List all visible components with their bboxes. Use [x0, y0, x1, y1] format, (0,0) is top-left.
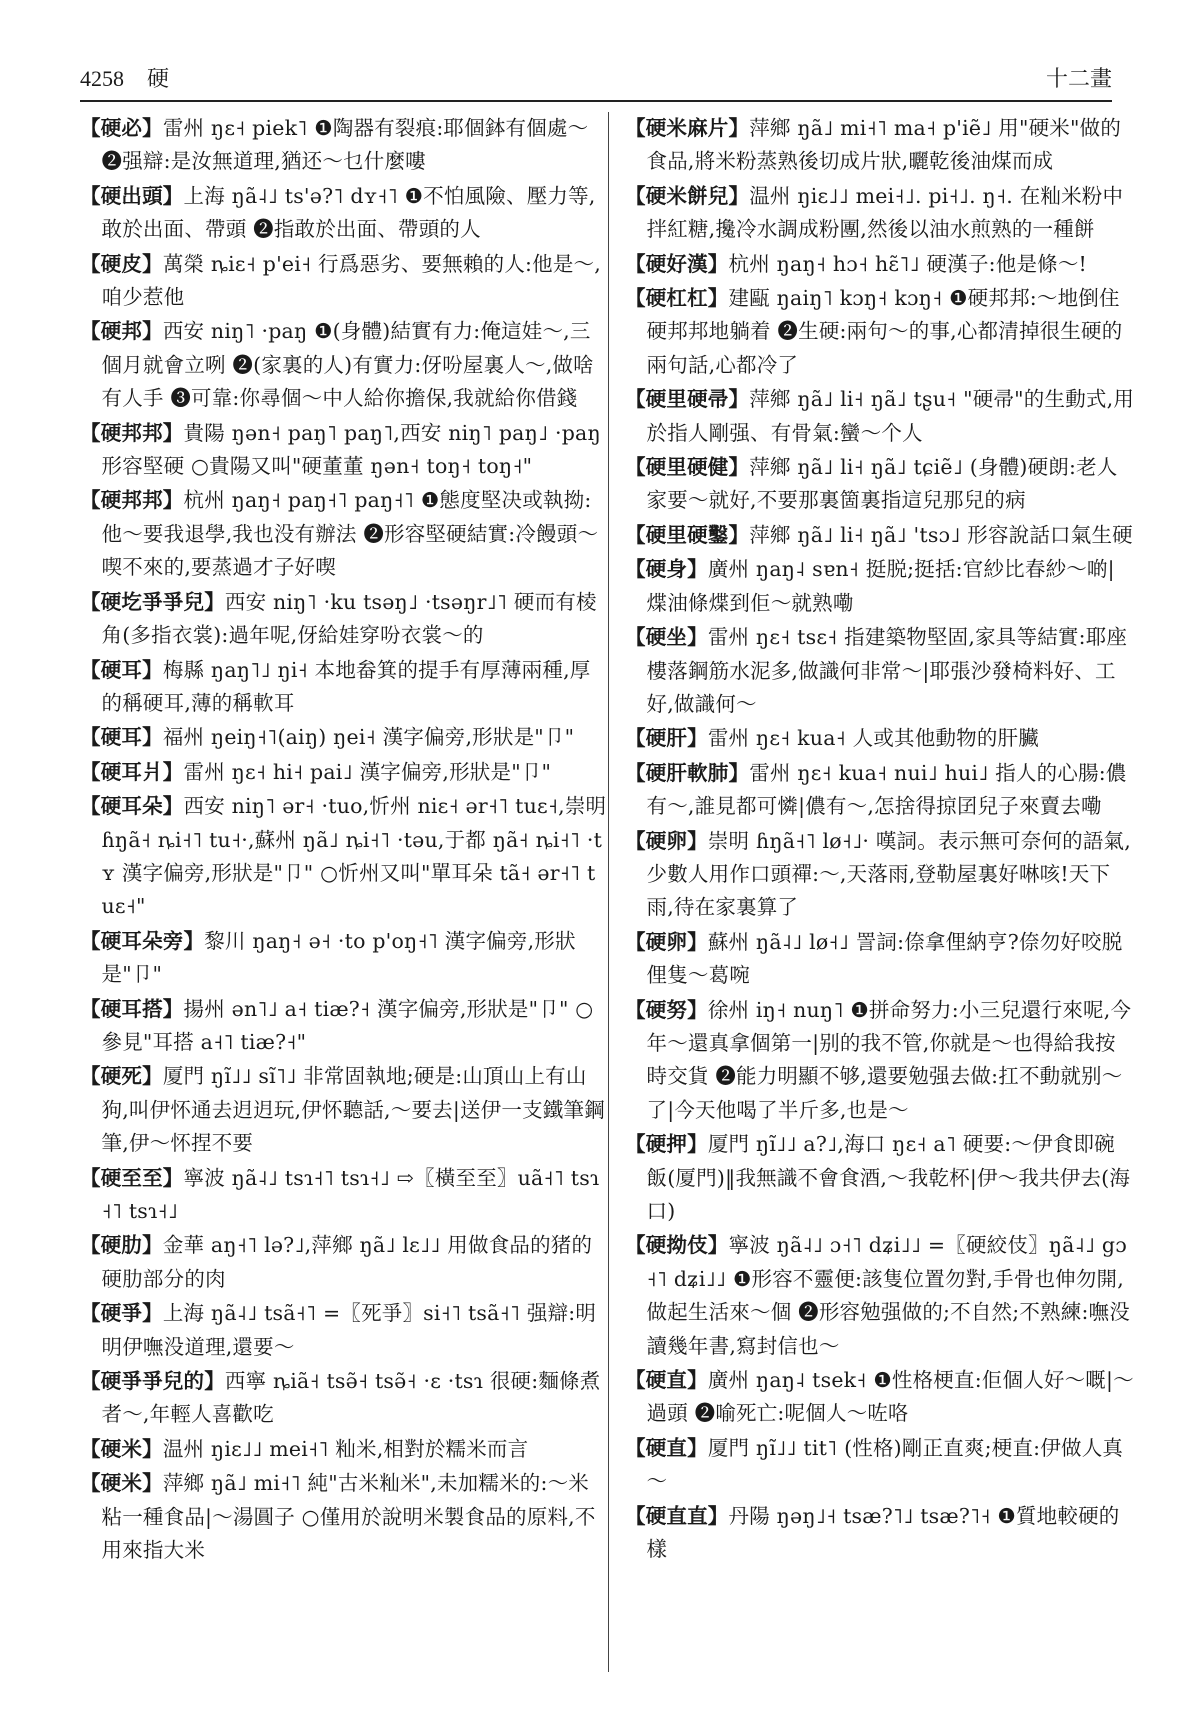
entry-definition: 廣州 ŋaŋ˨ tsek˧ ❶性格梗直:佢個人好～嘅|～過頭 ❷喻死亡:呢個人～咗咯: [646, 1368, 1134, 1426]
entry-headword: 【硬耳朵】: [80, 794, 184, 819]
page-header: [80, 58, 1112, 100]
dictionary-entry: [80, 654, 608, 721]
entry-definition: 萬榮 ȵiɛ˧ p'ei˧ 行爲惡劣、要無賴的人:他是～,咱少惹他: [101, 251, 601, 310]
entry-definition: 貴陽 ŋən˧ paŋ˥ paŋ˥,西安 niŋ˥ paŋ˩ ·paŋ 形容堅硬 ○貴陽又叫"硬董董 ŋən˧ toŋ˧ toŋ˧": [101, 420, 601, 479]
dictionary-entry: [625, 722, 1135, 755]
entry-definition: 温州 ŋiɛ˩˩ mei˧˥ 籼米,相對於糯米而言: [162, 1436, 529, 1461]
entry-headword: 【硬必】: [80, 116, 163, 140]
entry-headword: 【硬卵】: [625, 929, 708, 954]
dictionary-entry: [80, 586, 608, 653]
entry-definition: 雷州 ŋɛ˧ piek˥ ❶陶器有裂痕:耶個鉢有個處～ ❷强辯:是汝無道理,猶还～乜什麼嘍: [101, 116, 589, 174]
entry-definition: 徐州 iŋ˧ nuŋ˥ ❶拼命努力:小三兒還行來呢,今年～還真拿個第一|别的我不管,你就是～也得給我按時交貨 ❷能力明顯不够,還要勉强去做:扛不動就别～了|今天他喝了半斤多,也是～: [646, 997, 1132, 1122]
entry-headword: 【硬出頭】: [80, 183, 184, 208]
entry-headword: 【硬耳】: [80, 725, 163, 750]
entry-headword: 【硬米】: [80, 1436, 163, 1461]
entry-headword: 【硬肋】: [80, 1233, 163, 1258]
entry-definition: 西寧 ȵiã˧ tsə̃˧ tsə̃˧ ·ɛ ·tsɿ 很硬:麵條煮者～,年輕人喜歡吃: [101, 1369, 601, 1427]
entry-definition: 廣州 ŋaŋ˨ sɐn˧ 挺脱;挺括:官紗比春紗～啲|煠油條煠到佢～就熟嘞: [646, 557, 1115, 615]
dictionary-entry: [80, 180, 608, 247]
entry-headword: 【硬拗伎】: [625, 1233, 729, 1258]
entry-headword: 【硬里硬帚】: [625, 387, 750, 412]
dictionary-entry: [80, 417, 608, 484]
entry-headword: 【硬里硬鑿】: [625, 522, 750, 547]
entry-definition: 上海 ŋã˨˩ tsã˧˥ =〖死爭〗si˧˥ tsã˧˥ 强辯:明明伊嘸没道理,還要～: [101, 1301, 597, 1359]
entry-definition: 萍鄉 ŋã˩ li˧ ŋã˩ tɕiẽ˩ (身體)硬朗:老人家要～就好,不要那裏箇裏指這兒那兒的病: [646, 455, 1118, 513]
entry-headword: 【硬米】: [80, 1471, 163, 1496]
entry-definition: 梅縣 ŋaŋ˥˩ ŋi˧ 本地畚箕的提手有厚薄兩種,厚的稱硬耳,薄的稱軟耳: [101, 657, 591, 715]
dictionary-entry: [80, 1467, 608, 1567]
dictionary-entry: [625, 248, 1135, 281]
stroke-count-label: 十二畫: [1045, 67, 1112, 92]
entry-definition: 蘇州 ŋã˨˩ lø˧˩ 詈詞:倷拿俚納亨?倷勿好咬脱俚隻～葛啘: [646, 929, 1123, 988]
entry-headword: 【硬至至】: [80, 1165, 184, 1190]
entry-headword: 【硬死】: [80, 1064, 163, 1089]
entry-headword: 【硬圪爭爭兒】: [80, 589, 225, 614]
dictionary-entry: [80, 1162, 608, 1229]
entry-definition: 西安 niŋ˥ ər˧ ·tuo,忻州 niɛ˧ ər˧˥ tuɛ˧,崇明 ɦŋã˧ ȵi˧˥ tu˧·,蘇州 ŋã˩ ȵi˧˥ ·təu,于都 ŋã˧ ȵi˧˥ ·tʏ 漢字偏旁,形狀是"卩" ○忻州又叫"單耳朵 tã˧ ər˧˥ tuɛ˧": [101, 794, 607, 919]
header-rule: [80, 100, 1112, 102]
left-column: [80, 112, 608, 1672]
dictionary-entry: [80, 248, 608, 315]
dictionary-entry: [80, 112, 608, 179]
entry-headword: 【硬直】: [625, 1435, 708, 1460]
dictionary-entry: [625, 383, 1135, 450]
dictionary-entry: [80, 790, 608, 924]
entry-headword: 【硬好漢】: [625, 251, 729, 276]
entry-definition: 雷州 ŋɛ˧ kua˧ nui˩ hui˩ 指人的心腸:儂有～,誰見都可憐|儂有～,怎捨得掠囝兒子來賣去嘞: [646, 760, 1127, 819]
entry-definition: 揚州 ən˥˩ a˧ tiæ?˧ 漢字偏旁,形狀是"卩" ○參見"耳搭 a˧˥ tiæ?˧": [101, 996, 594, 1054]
entry-definition: 萍鄉 ŋã˩ li˧ ŋã˩ 'tsɔ˩ 形容說話口氣生硬: [749, 522, 1133, 547]
entry-definition: 厦門 ŋĩ˩˩ tit˥ (性格)剛正直爽;梗直:伊做人真～: [646, 1435, 1124, 1494]
entry-headword: 【硬邦】: [80, 319, 163, 344]
dictionary-entry: [625, 621, 1135, 721]
dictionary-entry: [625, 519, 1135, 552]
dictionary-entry: [80, 1365, 608, 1432]
dictionary-entry: [80, 993, 608, 1060]
entry-definition: 丹陽 ŋəŋ˩˧ tsæ?˥˩ tsæ?˥˧ ❶質地較硬的樣: [646, 1503, 1120, 1562]
entry-definition: 黎川 ŋaŋ˧ ə˧ ·to p'oŋ˧˥ 漢字偏旁,形狀是"卩": [101, 928, 576, 987]
dictionary-entry: [80, 721, 608, 754]
entry-headword: 【硬米麻片】: [625, 116, 750, 140]
entry-headword: 【硬直直】: [625, 1503, 729, 1528]
entry-definition: 福州 ŋeiŋ˧˥(aiŋ) ŋei˧ 漢字偏旁,形狀是"卩": [162, 725, 575, 750]
entry-headword: 【硬米餅兒】: [625, 183, 750, 208]
head-character: 硬: [147, 67, 170, 92]
right-column: [608, 112, 1135, 1672]
entry-headword: 【硬邦邦】: [80, 488, 184, 513]
entry-definition: 建甌 ŋaiŋ˥ kɔŋ˧ kɔŋ˧ ❶硬邦邦:～地倒住硬邦邦地躺着 ❷生硬:兩句～的事,心都清掉很生硬的兩句話,心都冷了: [646, 286, 1123, 377]
dictionary-entry: [625, 1128, 1135, 1228]
entry-definition: 萍鄉 ŋã˩ mi˧˥ 純"古米籼米",未加糯米的:～米粘一種食品|～湯圓子 ○僅用於說明米製食品的原料,不用來指大米: [101, 1471, 596, 1563]
dictionary-entry: [80, 1297, 608, 1364]
entry-headword: 【硬肝】: [625, 726, 708, 751]
dictionary-entry: [80, 1433, 608, 1466]
entry-headword: 【硬耳爿】: [80, 759, 184, 784]
dictionary-entry: [625, 1364, 1135, 1431]
dictionary-entry: [625, 1432, 1135, 1499]
entry-definition: 西安 niŋ˥ ·paŋ ❶(身體)結實有力:俺這娃～,三個月就會立咧 ❷(家裏的人)有實力:伢吩屋裏人～,做啥有人手 ❸可靠:你尋個～中人給你擔保,我就給你借錢: [101, 319, 594, 411]
dictionary-entry: [80, 315, 608, 415]
dictionary-entry: [625, 825, 1135, 925]
entry-headword: 【硬皮】: [80, 251, 163, 276]
entry-headword: 【硬努】: [625, 997, 708, 1022]
entry-definition: 寧波 ŋã˨˩ tsɿ˧˥ tsɿ˧˩ ⇨〖橫至至〗uã˧˥ tsɿ˧˥ tsɿ˧˩: [101, 1165, 600, 1223]
entry-definition: 西安 niŋ˥ ·ku tsəŋ˩ ·tsəŋr˩˥ 硬而有棱角(多指衣裳):過年呢,伢給娃穿吩衣裳～的: [101, 589, 597, 648]
entry-definition: 厦門 ŋĩ˩˩ a?˩,海口 ŋɛ˧ a˥ 硬要:～伊食即碗飯(厦門)‖我無識不會食酒,～我乾杯|伊～我共伊去(海口): [646, 1132, 1131, 1223]
dictionary-entry: [625, 994, 1135, 1128]
dictionary-entry: [625, 1500, 1135, 1567]
dictionary-entry: [625, 1229, 1135, 1363]
dictionary-entry: [80, 1060, 608, 1160]
dictionary-entry: [625, 553, 1135, 620]
entry-headword: 【硬耳搭】: [80, 996, 184, 1021]
entry-definition: 厦門 ŋĩ˩˩ sĩ˥˩ 非常固執地;硬是:山頂山上有山狗,叫伊怀通去迌迌玩,伊怀聽話,～要去|送伊一支鐵筆鋼筆,伊～怀捏不要: [101, 1064, 605, 1156]
dictionary-entry: [80, 756, 608, 789]
entry-definition: 雷州 ŋɛ˧ hi˧ pai˩ 漢字偏旁,形狀是"卩": [183, 759, 552, 784]
entry-headword: 【硬爭爭兒的】: [80, 1369, 225, 1394]
entry-headword: 【硬耳】: [80, 657, 163, 682]
header-left: [80, 62, 169, 93]
dictionary-entry: [80, 925, 608, 992]
entry-definition: 寧波 ŋã˨˩ ɔ˧˥ dʑi˩˩ =〖硬絞伎〗ŋã˨˩ gɔ˧˥ dʑi˩˩ ❶形容不靈便:該隻位置勿對,手骨也伸勿開,做起生活來～個 ❷形容勉强做的;不自然;不熟練:嘸没讀幾年書,寫封信也～: [646, 1233, 1130, 1358]
entry-definition: 上海 ŋã˨˩ ts'ə?˥ dʏ˧˥ ❶不怕風險、壓力等,敢於出面、帶頭 ❷指敢於出面、帶頭的人: [101, 183, 596, 242]
entry-headword: 【硬卵】: [625, 828, 708, 853]
dictionary-entry: [625, 112, 1135, 179]
entry-definition: 雷州 ŋɛ˧ kua˧ 人或其他動物的肝臟: [707, 726, 1039, 751]
entry-definition: 萍鄉 ŋã˩ li˧ ŋã˩ tʂu˧ "硬帚"的生動式,用於指人剛强、有骨氣:蠻～个人: [646, 387, 1135, 445]
dictionary-entry: [625, 757, 1135, 824]
entry-headword: 【硬身】: [625, 557, 708, 582]
entry-definition: 金華 aŋ˧˥ lə?˩,萍鄉 ŋã˩ lɛ˩˩ 用做食品的猪的硬肋部分的肉: [101, 1233, 593, 1291]
entry-headword: 【硬押】: [625, 1132, 708, 1157]
entry-definition: 崇明 ɦŋã˧˥ lø˧˩· 嘆詞。表示無可奈何的語氣,少數人用作口頭禪:～,天落雨,登勒屋裏好啉咳!天下雨,待在家裏算了: [646, 828, 1131, 920]
dictionary-entry: [625, 451, 1135, 518]
entry-headword: 【硬杠杠】: [625, 286, 729, 311]
entry-definition: 杭州 ŋaŋ˧ hɔ˧ hɛ̃˥˩ 硬漢子:他是條～!: [728, 251, 1087, 276]
entry-headword: 【硬坐】: [625, 625, 708, 650]
entry-definition: 杭州 ŋaŋ˧ paŋ˧˥ paŋ˧˥ ❶態度堅决或執拗:他～要我退學,我也没有辦法 ❷形容堅硬結實:冷饅頭～喫不來的,要蒸過才子好喫: [101, 488, 599, 580]
page-number: 4258: [80, 66, 124, 91]
entry-definition: 雷州 ŋɛ˧ tsɛ˧ 指建築物堅固,家具等結實:耶座樓落鋼筋水泥多,做識何非常～|耶張沙發椅料好、工好,做識何～: [646, 625, 1128, 716]
entry-headword: 【硬肝軟肺】: [625, 760, 750, 785]
entry-headword: 【硬耳朵旁】: [80, 928, 205, 953]
entry-headword: 【硬直】: [625, 1368, 708, 1393]
entry-definition: 萍鄉 ŋã˩ mi˧˥ ma˧ p'iẽ˩ 用"硬米"做的食品,將米粉蒸熟後切成片狀,曬乾後油煤而成: [646, 116, 1122, 174]
entry-headword: 【硬里硬健】: [625, 455, 750, 480]
entry-headword: 【硬爭】: [80, 1301, 163, 1326]
entry-definition: 温州 ŋiɛ˩˩ mei˧˩. pi˧˩. ŋ˧. 在籼米粉中拌紅糖,攙冷水調成粉團,然後以油水煎熟的一種餅: [646, 183, 1124, 242]
dictionary-entry: [625, 180, 1135, 247]
dictionary-entry: [80, 484, 608, 584]
dictionary-entry: [625, 926, 1135, 993]
entry-headword: 【硬邦邦】: [80, 420, 184, 445]
dictionary-entry: [625, 282, 1135, 382]
dictionary-entry: [80, 1229, 608, 1296]
